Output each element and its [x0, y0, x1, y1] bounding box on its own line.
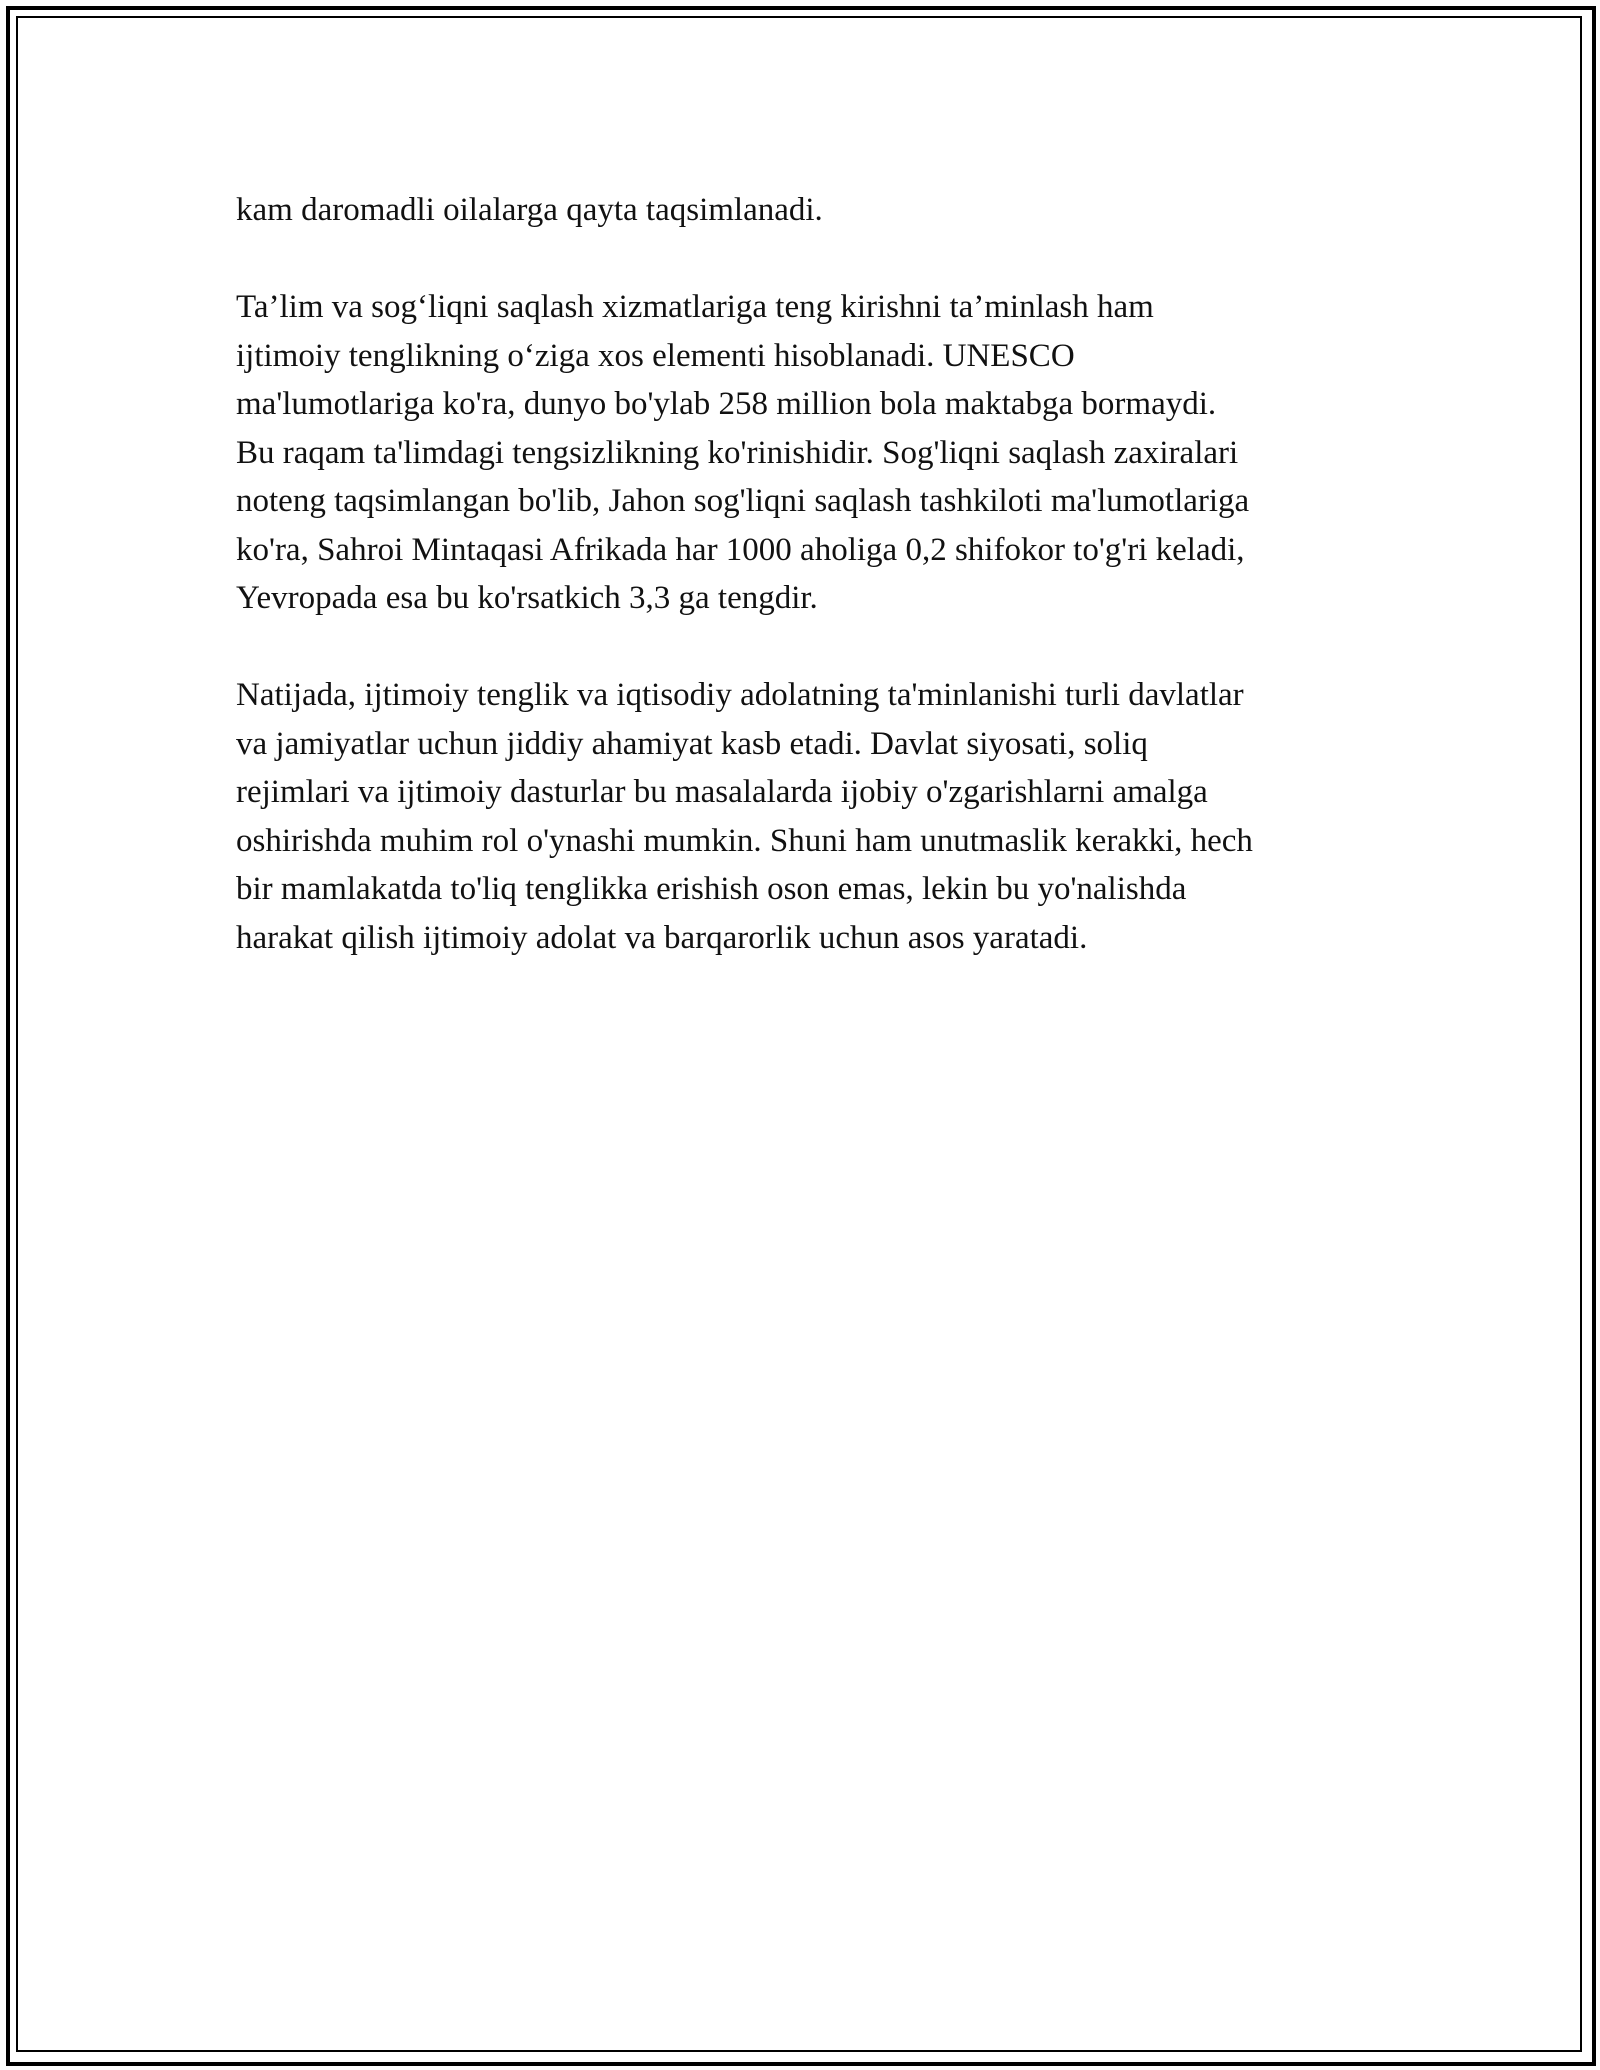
document-body: [236, 186, 1386, 1011]
paragraph-education-health: Ta’lim va sog‘liqni saqlash xizmatlariga teng kirishni ta’minlash ham ijtimoiy tenglikning o‘ziga xos elementi hisoblanadi. UNESCO ma'lumotlariga ko'ra, dunyo bo'ylab 258 million bola maktabga bormaydi. Bu raqam ta'limdagi tengsizlikning ko'rinishidir. Sog'liqni saqlash zaxiralari noteng taqsimlangan bo'lib, Jahon sog'liqni saqlash tashkiloti ma'lumotlariga ko'ra, Sahroi Mintaqasi Afrikada har 1000 aholiga 0,2 shifokor to'g'ri keladi, Yevropada esa bu ko'rsatkich 3,3 ga tengdir.: [236, 289, 1250, 616]
paragraph-continuation: kam daromadli oilalarga qayta taqsimlanadi.: [236, 192, 823, 228]
paragraph-conclusion: Natijada, ijtimoiy tenglik va iqtisodiy adolatning ta'minlanishi turli davlatlar va jamiyatlar uchun jiddiy ahamiyat kasb etadi. Davlat siyosati, soliq rejimlari va ijtimoiy dasturlar bu masalalarda ijobiy o'zgarishlarni amalga oshirishda muhim rol o'ynashi mumkin. Shuni ham unutmaslik kerakki, hech bir mamlakatda to'liq tenglikka erishish oson emas, lekin bu yo'nalishda harakat qilish ijtimoiy adolat va barqarorlik uchun asos yaratadi.: [236, 677, 1253, 956]
